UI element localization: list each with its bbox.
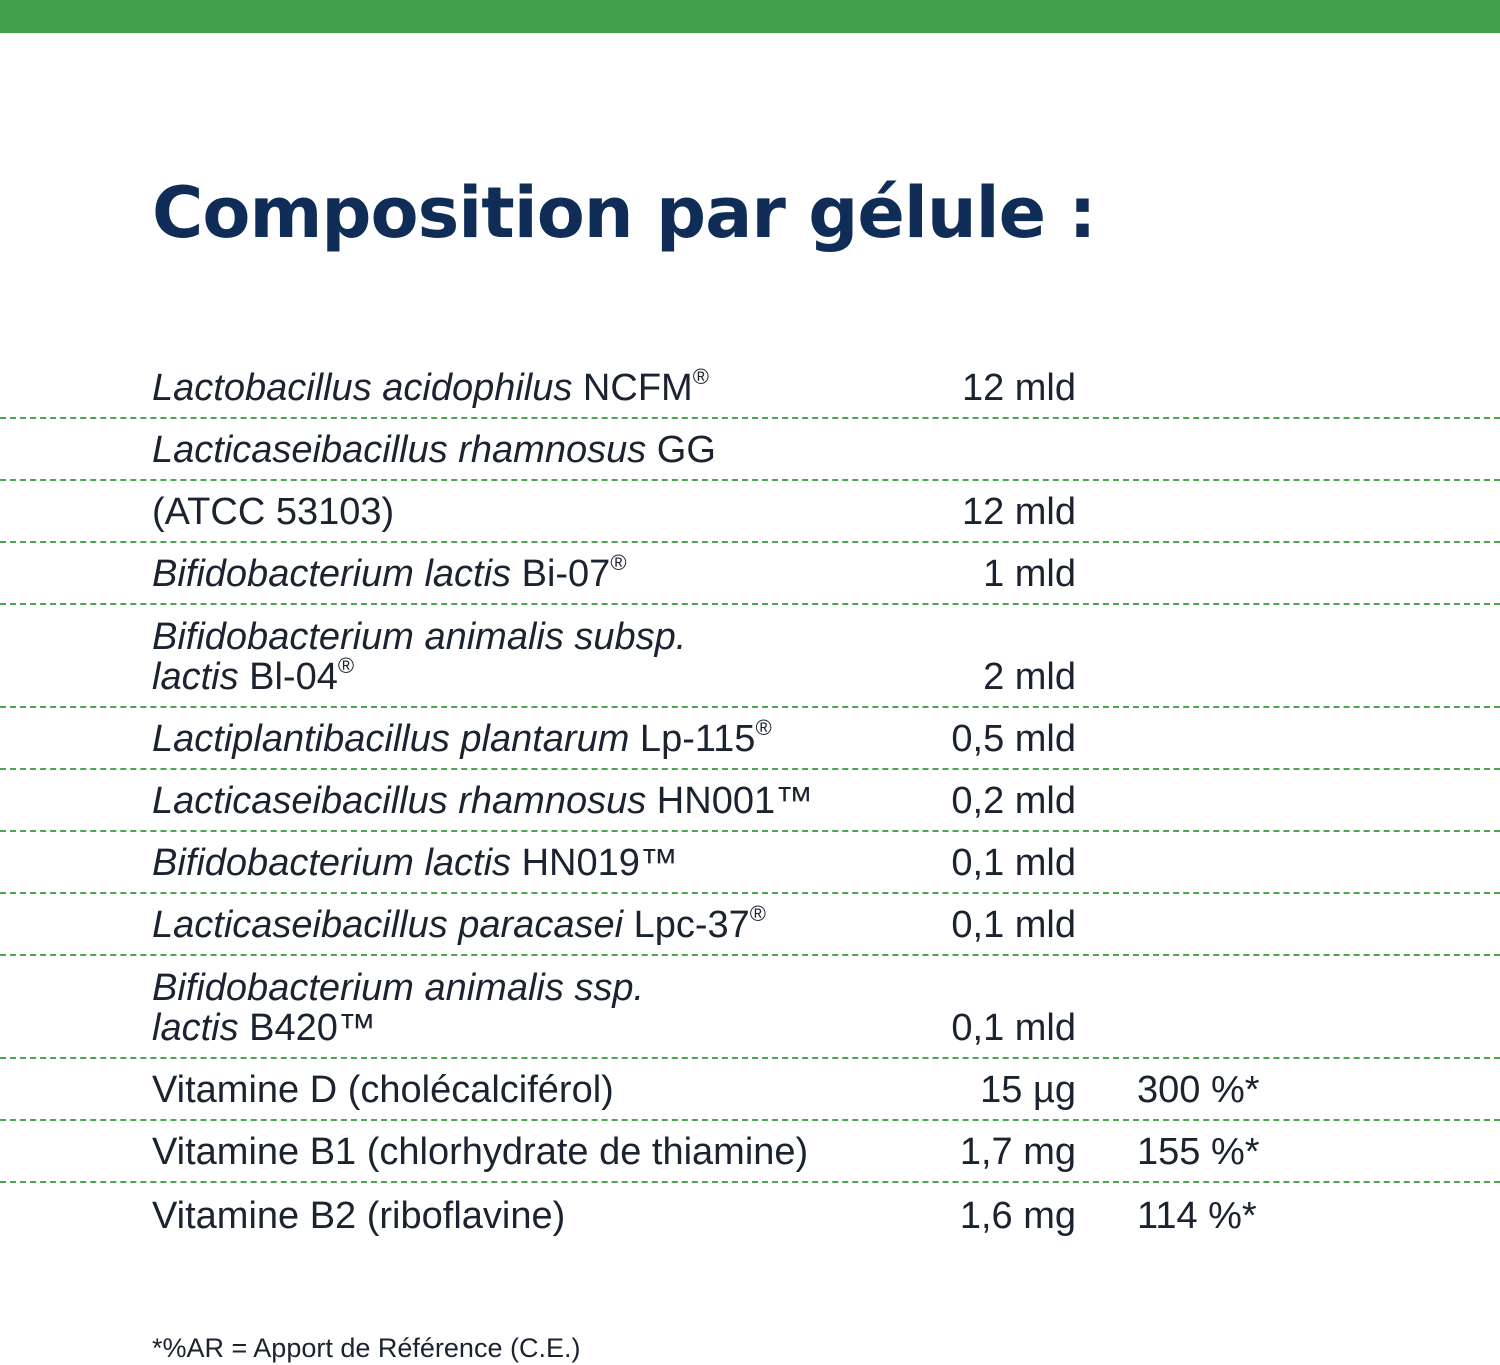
table-row [0, 543, 1500, 605]
table-row [0, 956, 1500, 1059]
reference-intake-percent: 300 %* [1137, 1069, 1260, 1111]
ingredient-name [152, 492, 394, 532]
strain-name: Lp-115 [629, 718, 756, 760]
species-name: Lacticaseibacillus rhamnosus [152, 429, 647, 471]
ingredient-name [152, 430, 716, 470]
table-row [0, 708, 1500, 770]
registered-mark: ® [610, 550, 627, 575]
registered-mark: ® [749, 901, 766, 926]
species-name-line1: Bifidobacterium animalis ssp. [152, 967, 645, 1009]
ingredient-amount: 2 mld [983, 656, 1076, 698]
strain-name: Bl-04 [238, 656, 338, 698]
ingredient-name: Vitamine D (cholécalciférol) [152, 1069, 614, 1111]
table-row [0, 605, 1500, 708]
table-row [0, 481, 1500, 543]
species-name-line2 [152, 1008, 644, 1048]
species-name-line1: Bifidobacterium animalis subsp. [152, 616, 687, 658]
ingredient-name [152, 843, 678, 883]
registered-mark: ® [337, 653, 355, 678]
ingredient-name: Vitamine B1 (chlorhydrate de thiamine) [152, 1131, 809, 1173]
ingredient-amount: 12 mld [961, 491, 1076, 533]
ingredient-amount: 1,6 mg [959, 1195, 1076, 1237]
page-title: Composition par gélule : [152, 172, 1096, 254]
table-row [0, 832, 1500, 894]
ingredient-name: Vitamine B2 (riboflavine) [152, 1195, 566, 1237]
strain-name: Bi-07 [511, 553, 611, 595]
ingredient-amount: 0,1 mld [951, 842, 1076, 884]
species-name: Lacticaseibacillus paracasei [152, 904, 624, 946]
strain-name: HN001™ [646, 780, 814, 822]
table-row [0, 770, 1500, 832]
strain-name: GG [646, 429, 716, 471]
strain-name: (ATCC 53103) [152, 491, 395, 533]
ingredient-amount: 15 µg [980, 1069, 1076, 1111]
table-row [0, 419, 1500, 481]
species-name: Lactobacillus acidophilus [152, 367, 573, 409]
top-accent-bar [0, 0, 1500, 33]
ingredient-name [152, 901, 766, 946]
ingredient-name [152, 715, 772, 760]
table-row [0, 1183, 1500, 1245]
species-name: Bifidobacterium lactis [152, 842, 512, 884]
ingredient-name [152, 364, 709, 409]
ingredient-amount: 0,5 mld [951, 718, 1076, 760]
ingredient-amount: 0,1 mld [951, 904, 1076, 946]
species-name: Lacticaseibacillus rhamnosus [152, 780, 647, 822]
ingredient-name [152, 968, 644, 1048]
ingredient-amount: 0,2 mld [951, 780, 1076, 822]
ingredient-name [152, 617, 686, 697]
reference-intake-percent: 114 %* [1137, 1195, 1257, 1237]
ingredient-name [152, 781, 813, 821]
species-name: Bifidobacterium lactis [152, 553, 512, 595]
species-name: Lactiplantibacillus plantarum [152, 718, 630, 760]
subspecies-name: lactis [152, 1007, 239, 1049]
registered-mark: ® [755, 715, 772, 740]
ingredient-amount: 1,7 mg [959, 1131, 1076, 1173]
ingredient-amount: 1 mld [983, 553, 1076, 595]
table-row [0, 1121, 1500, 1183]
registered-mark: ® [692, 364, 709, 389]
table-row [0, 357, 1500, 419]
ingredient-amount: 0,1 mld [951, 1007, 1076, 1049]
reference-intake-percent: 155 %* [1137, 1131, 1260, 1173]
ingredient-amount: 12 mld [961, 367, 1076, 409]
strain-name: NCFM [572, 367, 693, 409]
table-row [0, 894, 1500, 956]
footnote: *%AR = Apport de Référence (C.E.) [152, 1333, 581, 1363]
strain-name: B420™ [238, 1007, 376, 1049]
composition-table [0, 357, 1500, 1245]
strain-name: HN019™ [511, 842, 678, 884]
ingredient-name [152, 550, 627, 595]
species-name-line2 [152, 653, 686, 698]
table-row [0, 1059, 1500, 1121]
subspecies-name: lactis [152, 656, 239, 698]
strain-name: Lpc-37 [623, 904, 750, 946]
